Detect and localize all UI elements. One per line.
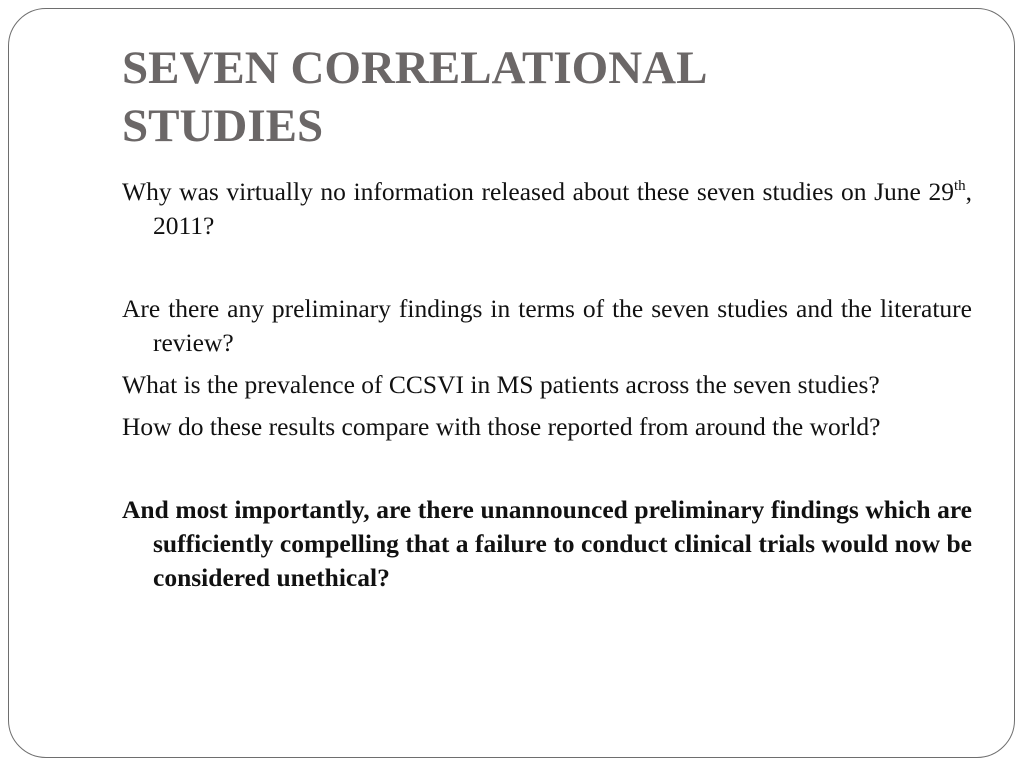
question-preliminary-findings: Are there any preliminary findings in terms of the seven studies and the literature review? [122,294,972,357]
question-june-29 [122,175,972,243]
slide-title: SEVEN CORRELATIONAL STUDIES [122,42,705,152]
slide-body [122,175,972,595]
question-comparison: How do these results compare with those reported from around the world? [122,412,881,441]
question-unethical: And most importantly, are there unannounced preliminary findings which are sufficiently compelling that a failure to conduct clinical trials would now be considered unethical? [122,495,972,592]
ordinal-suffix: th [953,178,966,194]
slide-frame [8,8,1015,758]
question-prevalence: What is the prevalence of CCSVI in MS patients across the seven studies? [122,370,880,399]
question-june-29-text: Why was virtually no information released about these seven studies on June 29 [122,177,954,206]
question-june-29-year: , 2011? [153,177,972,240]
